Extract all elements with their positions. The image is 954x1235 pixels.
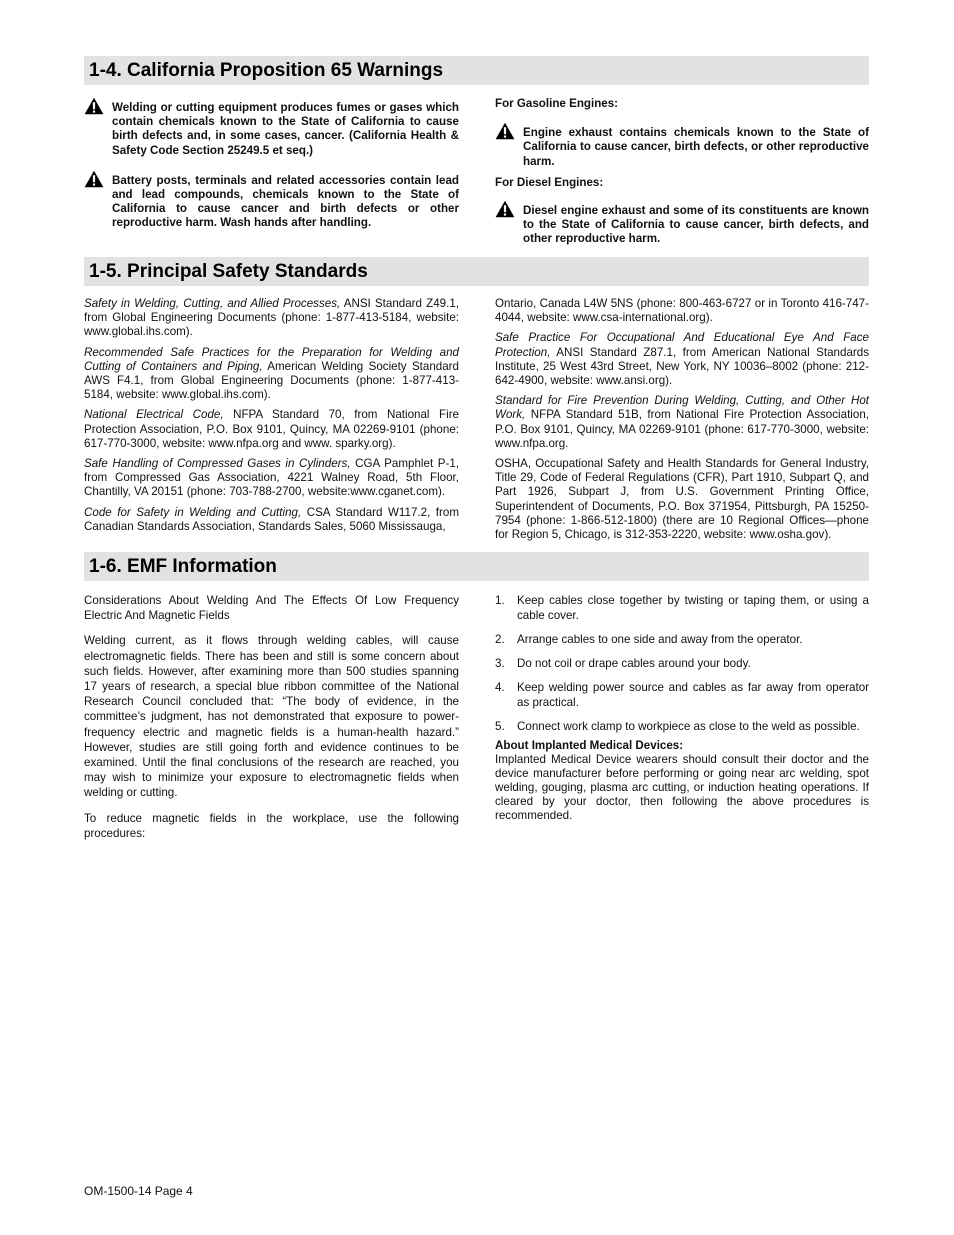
standard-aws-f41: Recommended Safe Practices for the Preparation for Welding and Cutting of Containers and Piping, American Welding Society Standard AWS F4.1, from Global Engineering Documents (phone: 1-877-413-5184, website: www.global.ihs.com). <box>84 345 459 402</box>
list-item: 4. Keep welding power source and cables as far away from operator as practical. <box>495 681 869 709</box>
emf-procedure-list <box>495 593 869 734</box>
standards-right-column <box>495 297 869 548</box>
emf-reduce: To reduce magnetic fields in the workplace, use the following procedures: <box>84 811 459 840</box>
section-heading-prop65: 1-4. California Proposition 65 Warnings <box>84 56 869 85</box>
prop65-right-column <box>495 97 869 247</box>
emf-right-column <box>495 593 869 829</box>
standard-z49: Safety in Welding, Cutting, and Allied Processes, ANSI Standard Z49.1, from Global Engineering Documents (phone: 1-877-413-5184, website: www.global.ihs.com). <box>84 297 459 339</box>
standard-osha: OSHA, Occupational Safety and Health Standards for General Industry, Title 29, Code of Federal Regulations (CFR), Part 1910, Subpart Q, and Part 1926, Subpart J, from U.S. Government Printing Office, Superintendent of Documents, P.O. Box 371954, Pittsburgh, PA 15250-7954 (phone: 1-866-512-1800) (there are 10 Regional Offices—phone for Region 5, Chicago, is 312-353-2220, website: www.osha.gov). <box>495 457 869 542</box>
warning-triangle-icon <box>495 122 515 140</box>
warning-triangle-icon <box>84 170 104 188</box>
implant-text: Implanted Medical Device wearers should consult their doctor and the device manufacturer before performing or going near arc welding, spot welding, gouging, plasma arc cutting, or induction heating operations. If cleared by your doctor, then following the above procedures is recommended. <box>495 753 869 822</box>
standard-nfpa70: National Electrical Code, NFPA Standard 70, from National Fire Protection Association, P.O. Box 9101, Quincy, MA 02269-9101 (phone: 617-770-3000, website: www.nfpa.org and www. sparky.org). <box>84 408 459 450</box>
warning-triangle-icon <box>495 200 515 218</box>
prop65-left-column <box>84 101 459 231</box>
section-heading-emf: 1-6. EMF Information <box>84 552 869 581</box>
standards-left-column <box>84 297 459 540</box>
warning-diesel <box>495 204 869 247</box>
list-item: 2. Arrange cables to one side and away from the operator. <box>495 633 803 646</box>
warning-triangle-icon <box>84 97 104 115</box>
list-item: 1. Keep cables close together by twisting or taping them, or using a cable cover. <box>495 594 869 622</box>
page-footer: OM-1500-14 Page 4 <box>84 1184 193 1198</box>
standard-csa-w117-continued: Ontario, Canada L4W 5NS (phone: 800-463-6727 or in Toronto 416-747-4044, website: www.csa-international.org). <box>495 297 869 325</box>
emf-left-column <box>84 593 459 847</box>
list-item: 5. Connect work clamp to workpiece as close to the weld as possible. <box>495 720 860 733</box>
warning-diesel-text: Diesel engine exhaust and some of its constituents are known to the State of California to cause cancer, birth defects, and other reproductive harm. <box>523 204 869 246</box>
standard-nfpa51b: Standard for Fire Prevention During Welding, Cutting, and Other Hot Work, NFPA Standard 51B, from National Fire Protection Association, P.O. Box 9101, Quincy, MA 02269-9101 (phone: 617-770-3000, website: www.nfpa.org. <box>495 394 869 450</box>
warning-gasoline-text: Engine exhaust contains chemicals known to the State of California to cause cancer, birth defects, or other reproductive harm. <box>523 126 869 168</box>
warning-fumes <box>84 101 459 158</box>
warning-gasoline <box>495 126 869 169</box>
standard-z87: Safe Practice For Occupational And Educational Eye And Face Protection, ANSI Standard Z87.1, from American National Standards Institute, 25 West 43rd Street, New York, NY 10036–8002 (phone: 212-642-4900, website: www.ansi.org). <box>495 331 869 388</box>
diesel-heading: For Diesel Engines: <box>495 175 604 189</box>
standard-cga-p1: Safe Handling of Compressed Gases in Cylinders, CGA Pamphlet P-1, from Compressed Gas Association, 4221 Walney Road, 5th Floor, Chantilly, VA 20151 (phone: 703-788-2700, website:www.cganet.com). <box>84 457 459 499</box>
gasoline-heading: For Gasoline Engines: <box>495 97 619 110</box>
warning-battery <box>84 174 459 231</box>
warning-fumes-text: Welding or cutting equipment produces fumes or gases which contain chemicals known to the State of California to cause birth defects and, in some cases, cancer. (California Health & Safety Code Section 25249.5 et seq.) <box>112 101 459 157</box>
emf-intro: Considerations About Welding And The Effects Of Low Frequency Electric And Magnetic Fields <box>84 594 459 623</box>
warning-battery-text: Battery posts, terminals and related accessories contain lead and lead compounds, chemicals known to the State of California to cause cancer and birth defects or other reproductive harm. Wash hands after handling. <box>112 173 459 230</box>
list-item: 3. Do not coil or drape cables around your body. <box>495 657 751 670</box>
section-heading-standards: 1-5. Principal Safety Standards <box>84 257 869 286</box>
implant-heading: About Implanted Medical Devices: <box>495 739 684 752</box>
emf-body: Welding current, as it flows through welding cables, will cause electromagnetic fields. There has been and still is some concern about such fields. However, after examining more than 500 studies spanning 17 years of research, a special blue ribbon committee of the National Research Council concluded that: “The body of evidence, in the committee’s judgment, has not demonstrated that exposure to power-frequency electric and magnetic fields is a human-health hazard.” However, studies are still going forth and evidence continues to be examined. Until the final conclusions of the research are reached, you may wish to minimize your exposure to electromagnetic fields when welding or cutting. <box>84 634 459 800</box>
standard-csa-w117: Code for Safety in Welding and Cutting, CSA Standard W117.2, from Canadian Standards Association, Standards Sales, 5060 Mississauga, <box>84 505 459 533</box>
